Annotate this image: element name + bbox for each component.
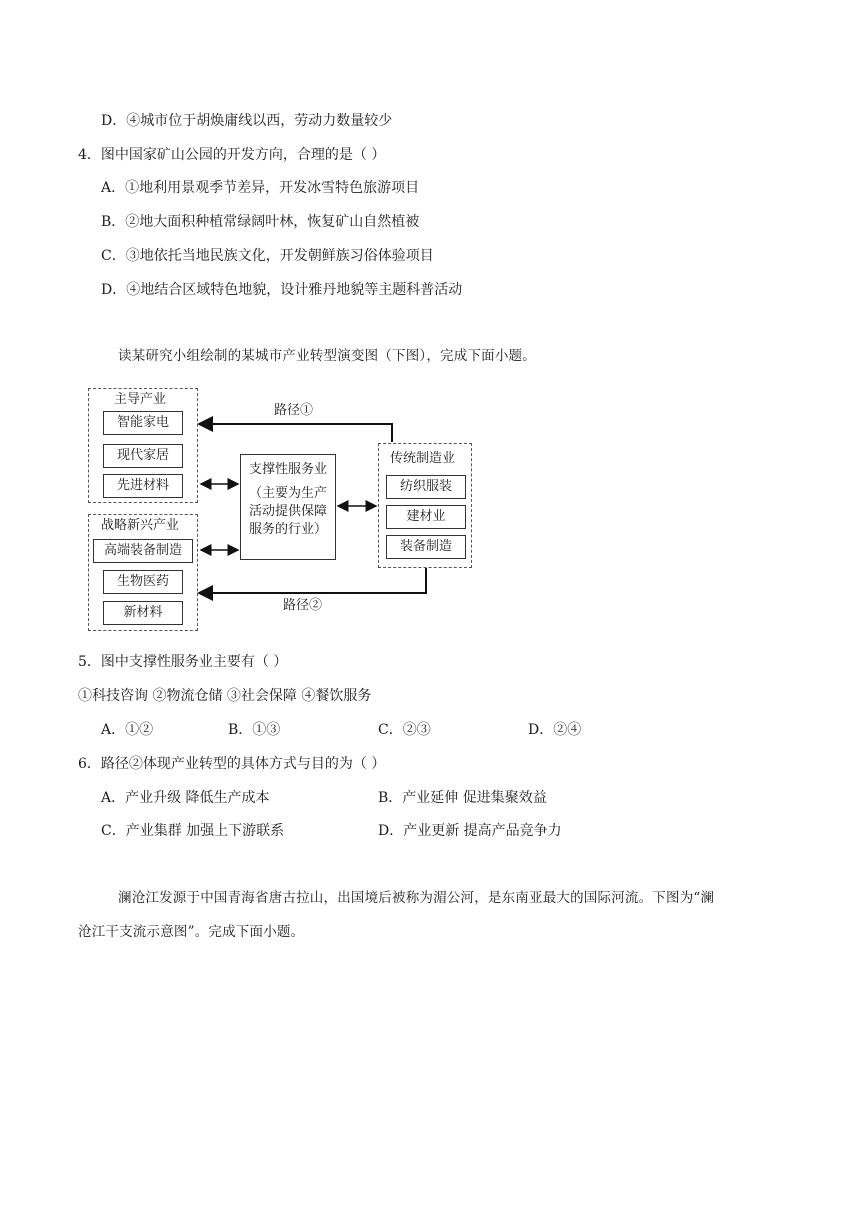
q5-option-d: D．②④ (528, 722, 582, 738)
q3-option-d: D．④城市位于胡焕庸线以西，劳动力数量较少 (101, 113, 393, 129)
leading-item-2: 现代家居 (103, 444, 183, 468)
q5-choices: ①科技咨询 ②物流仓储 ③社会保障 ④餐饮服务 (78, 688, 372, 704)
path1-label: 路径① (274, 403, 314, 418)
emerging-item-2: 生物医药 (103, 570, 183, 594)
leading-item-3: 先进材料 (103, 474, 183, 498)
leading-item-1: 智能家电 (103, 411, 183, 435)
q5-option-a: A．①② (101, 722, 154, 738)
path2-arrow (199, 568, 426, 593)
support-service-desc-1: （主要为生产 (248, 486, 327, 501)
path1-arrow (199, 424, 392, 442)
q6-option-a: A．产业升级 降低生产成本 (101, 790, 270, 806)
emerging-item-3: 新材料 (103, 601, 183, 625)
support-service-desc-2: 活动提供保障 (248, 504, 327, 519)
q6-option-c: C．产业集群 加强上下游联系 (101, 823, 285, 839)
intro-paragraph-3-line-1: 澜沧江发源于中国青海省唐古拉山，出国境后被称为湄公河，是东南亚最大的国际河流。下图为“澜 (118, 890, 715, 906)
intro-paragraph-3-line-2: 沧江干支流示意图”。完成下面小题。 (78, 924, 305, 940)
traditional-item-2: 建材业 (386, 505, 466, 529)
q6-option-d: D．产业更新 提高产品竞争力 (378, 823, 562, 839)
traditional-item-3: 装备制造 (386, 535, 466, 559)
q5-option-c: C．②③ (378, 722, 431, 738)
q6-option-b: B．产业延伸 促进集聚效益 (378, 790, 547, 806)
path2-label: 路径② (283, 598, 323, 613)
emerging-industry-title: 战略新兴产业 (101, 518, 180, 533)
q4-option-c: C．③地依托当地民族文化，开发朝鲜族习俗体验项目 (101, 248, 434, 264)
q4-option-d: D．④地结合区域特色地貌，设计雅丹地貌等主题科普活动 (101, 282, 463, 298)
leading-industry-title: 主导产业 (114, 392, 167, 407)
support-service-box (240, 454, 336, 560)
q5-option-b: B．①③ (228, 722, 281, 738)
support-service-desc-3: 服务的行业） (248, 522, 327, 537)
q6-stem: 6．路径②体现产业转型的具体方式与目的为（ ） (78, 756, 386, 772)
industry-transformation-diagram (86, 384, 486, 636)
emerging-item-1: 高端装备制造 (93, 539, 193, 563)
traditional-industry-title: 传统制造业 (390, 451, 456, 466)
q4-option-a: A．①地利用景观季节差异，开发冰雪特色旅游项目 (101, 180, 420, 196)
q4-option-b: B．②地大面积种植常绿阔叶林，恢复矿山自然植被 (101, 214, 420, 230)
traditional-item-1: 纺织服装 (386, 475, 466, 499)
q5-stem: 5．图中支撑性服务业主要有（ ） (78, 654, 288, 670)
q4-stem: 4．图中国家矿山公园的开发方向，合理的是（ ） (78, 147, 386, 163)
support-service-title: 支撑性服务业 (248, 462, 327, 477)
intro-paragraph-2: 读某研究小组绘制的某城市产业转型演变图（下图），完成下面小题。 (118, 348, 536, 364)
